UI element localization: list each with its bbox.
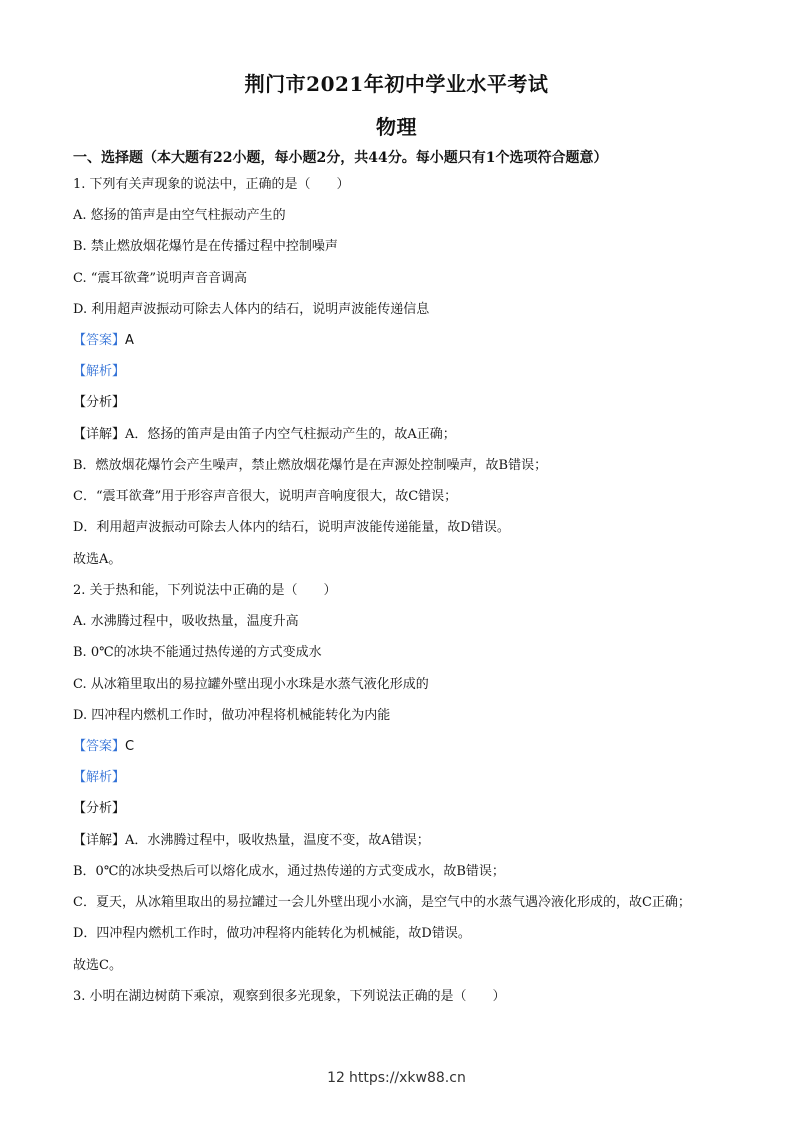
page-number: 12 bbox=[327, 1070, 345, 1086]
question-3-stem: 3. 小明在湖边树荫下乘凉，观察到很多光现象，下列说法正确的是（ ） bbox=[73, 989, 506, 1004]
question-2-option-d: D. 四冲程内燃机工作时，做功冲程将机械能转化为内能 bbox=[73, 708, 391, 723]
page-footer bbox=[0, 1070, 793, 1086]
question-2-conclusion: 故选C。 bbox=[73, 958, 122, 973]
question-1-detail-d: D．利用超声波振动可除去人体内的结石，说明声波能传递能量，故D错误。 bbox=[73, 520, 510, 535]
question-2-fenxi: 【分析】 bbox=[73, 801, 126, 816]
question-2-option-c: C. 从冰箱里取出的易拉罐外壁出现小水珠是水蒸气液化形成的 bbox=[73, 677, 429, 692]
question-1-option-a: A. 悠扬的笛声是由空气柱振动产生的 bbox=[73, 208, 286, 223]
question-2-detail-b: B．0℃的冰块受热后可以熔化成水，通过热传递的方式变成水，故B错误； bbox=[73, 864, 505, 879]
question-1-option-d: D. 利用超声波振动可除去人体内的结石，说明声波能传递信息 bbox=[73, 302, 430, 317]
question-2-analysis-label: 【解析】 bbox=[73, 770, 126, 785]
question-1-answer bbox=[73, 332, 773, 350]
footer-url: https://xkw88.cn bbox=[348, 1070, 466, 1086]
question-1-option-b: B. 禁止燃放烟花爆竹是在传播过程中控制噪声 bbox=[73, 239, 338, 254]
question-1-detail-a: 【详解】A．悠扬的笛声是由笛子内空气柱振动产生的，故A正确； bbox=[73, 427, 456, 442]
answer-label: 【答案】 bbox=[73, 333, 126, 348]
question-2-option-a: A. 水沸腾过程中，吸收热量，温度升高 bbox=[73, 614, 299, 629]
subject-title: 物理 bbox=[376, 115, 417, 139]
question-1-stem: 1. 下列有关声现象的说法中，正确的是（ ） bbox=[73, 177, 350, 192]
answer-label: 【答案】 bbox=[73, 739, 126, 754]
question-1-detail-c: C．“震耳欲聋”用于形容声音很大，说明声音响度很大，故C错误； bbox=[73, 489, 458, 504]
question-1-detail-b: B．燃放烟花爆竹会产生噪声，禁止燃放烟花爆竹是在声源处控制噪声，故B错误； bbox=[73, 458, 548, 473]
question-2-stem: 2. 关于热和能，下列说法中正确的是（ ） bbox=[73, 583, 337, 598]
question-1-fenxi: 【分析】 bbox=[73, 395, 126, 410]
question-2-detail-d: D．四冲程内燃机工作时，做功冲程将内能转化为机械能，故D错误。 bbox=[73, 926, 471, 941]
question-2-detail-a: 【详解】A．水沸腾过程中，吸收热量，温度不变，故A错误； bbox=[73, 833, 430, 848]
question-1-option-c: C. “震耳欲聋”说明声音音调高 bbox=[73, 271, 248, 286]
question-1-analysis-label: 【解析】 bbox=[73, 364, 126, 379]
question-2-answer bbox=[73, 738, 773, 756]
section-heading: 一、选择题（本大题有22小题，每小题2分，共44分。每小题只有1个选项符合题意） bbox=[73, 150, 608, 166]
question-1-conclusion: 故选A。 bbox=[73, 552, 122, 567]
question-2-detail-c: C．夏天，从冰箱里取出的易拉罐过一会儿外壁出现小水滴，是空气中的水蒸气遇冷液化形成的，故C正确； bbox=[73, 895, 691, 910]
exam-title: 荆门市2021年初中学业水平考试 bbox=[244, 72, 549, 96]
answer-value: A bbox=[125, 333, 134, 348]
question-2-option-b: B. 0℃的冰块不能通过热传递的方式变成水 bbox=[73, 645, 322, 660]
answer-value: C bbox=[125, 739, 135, 754]
